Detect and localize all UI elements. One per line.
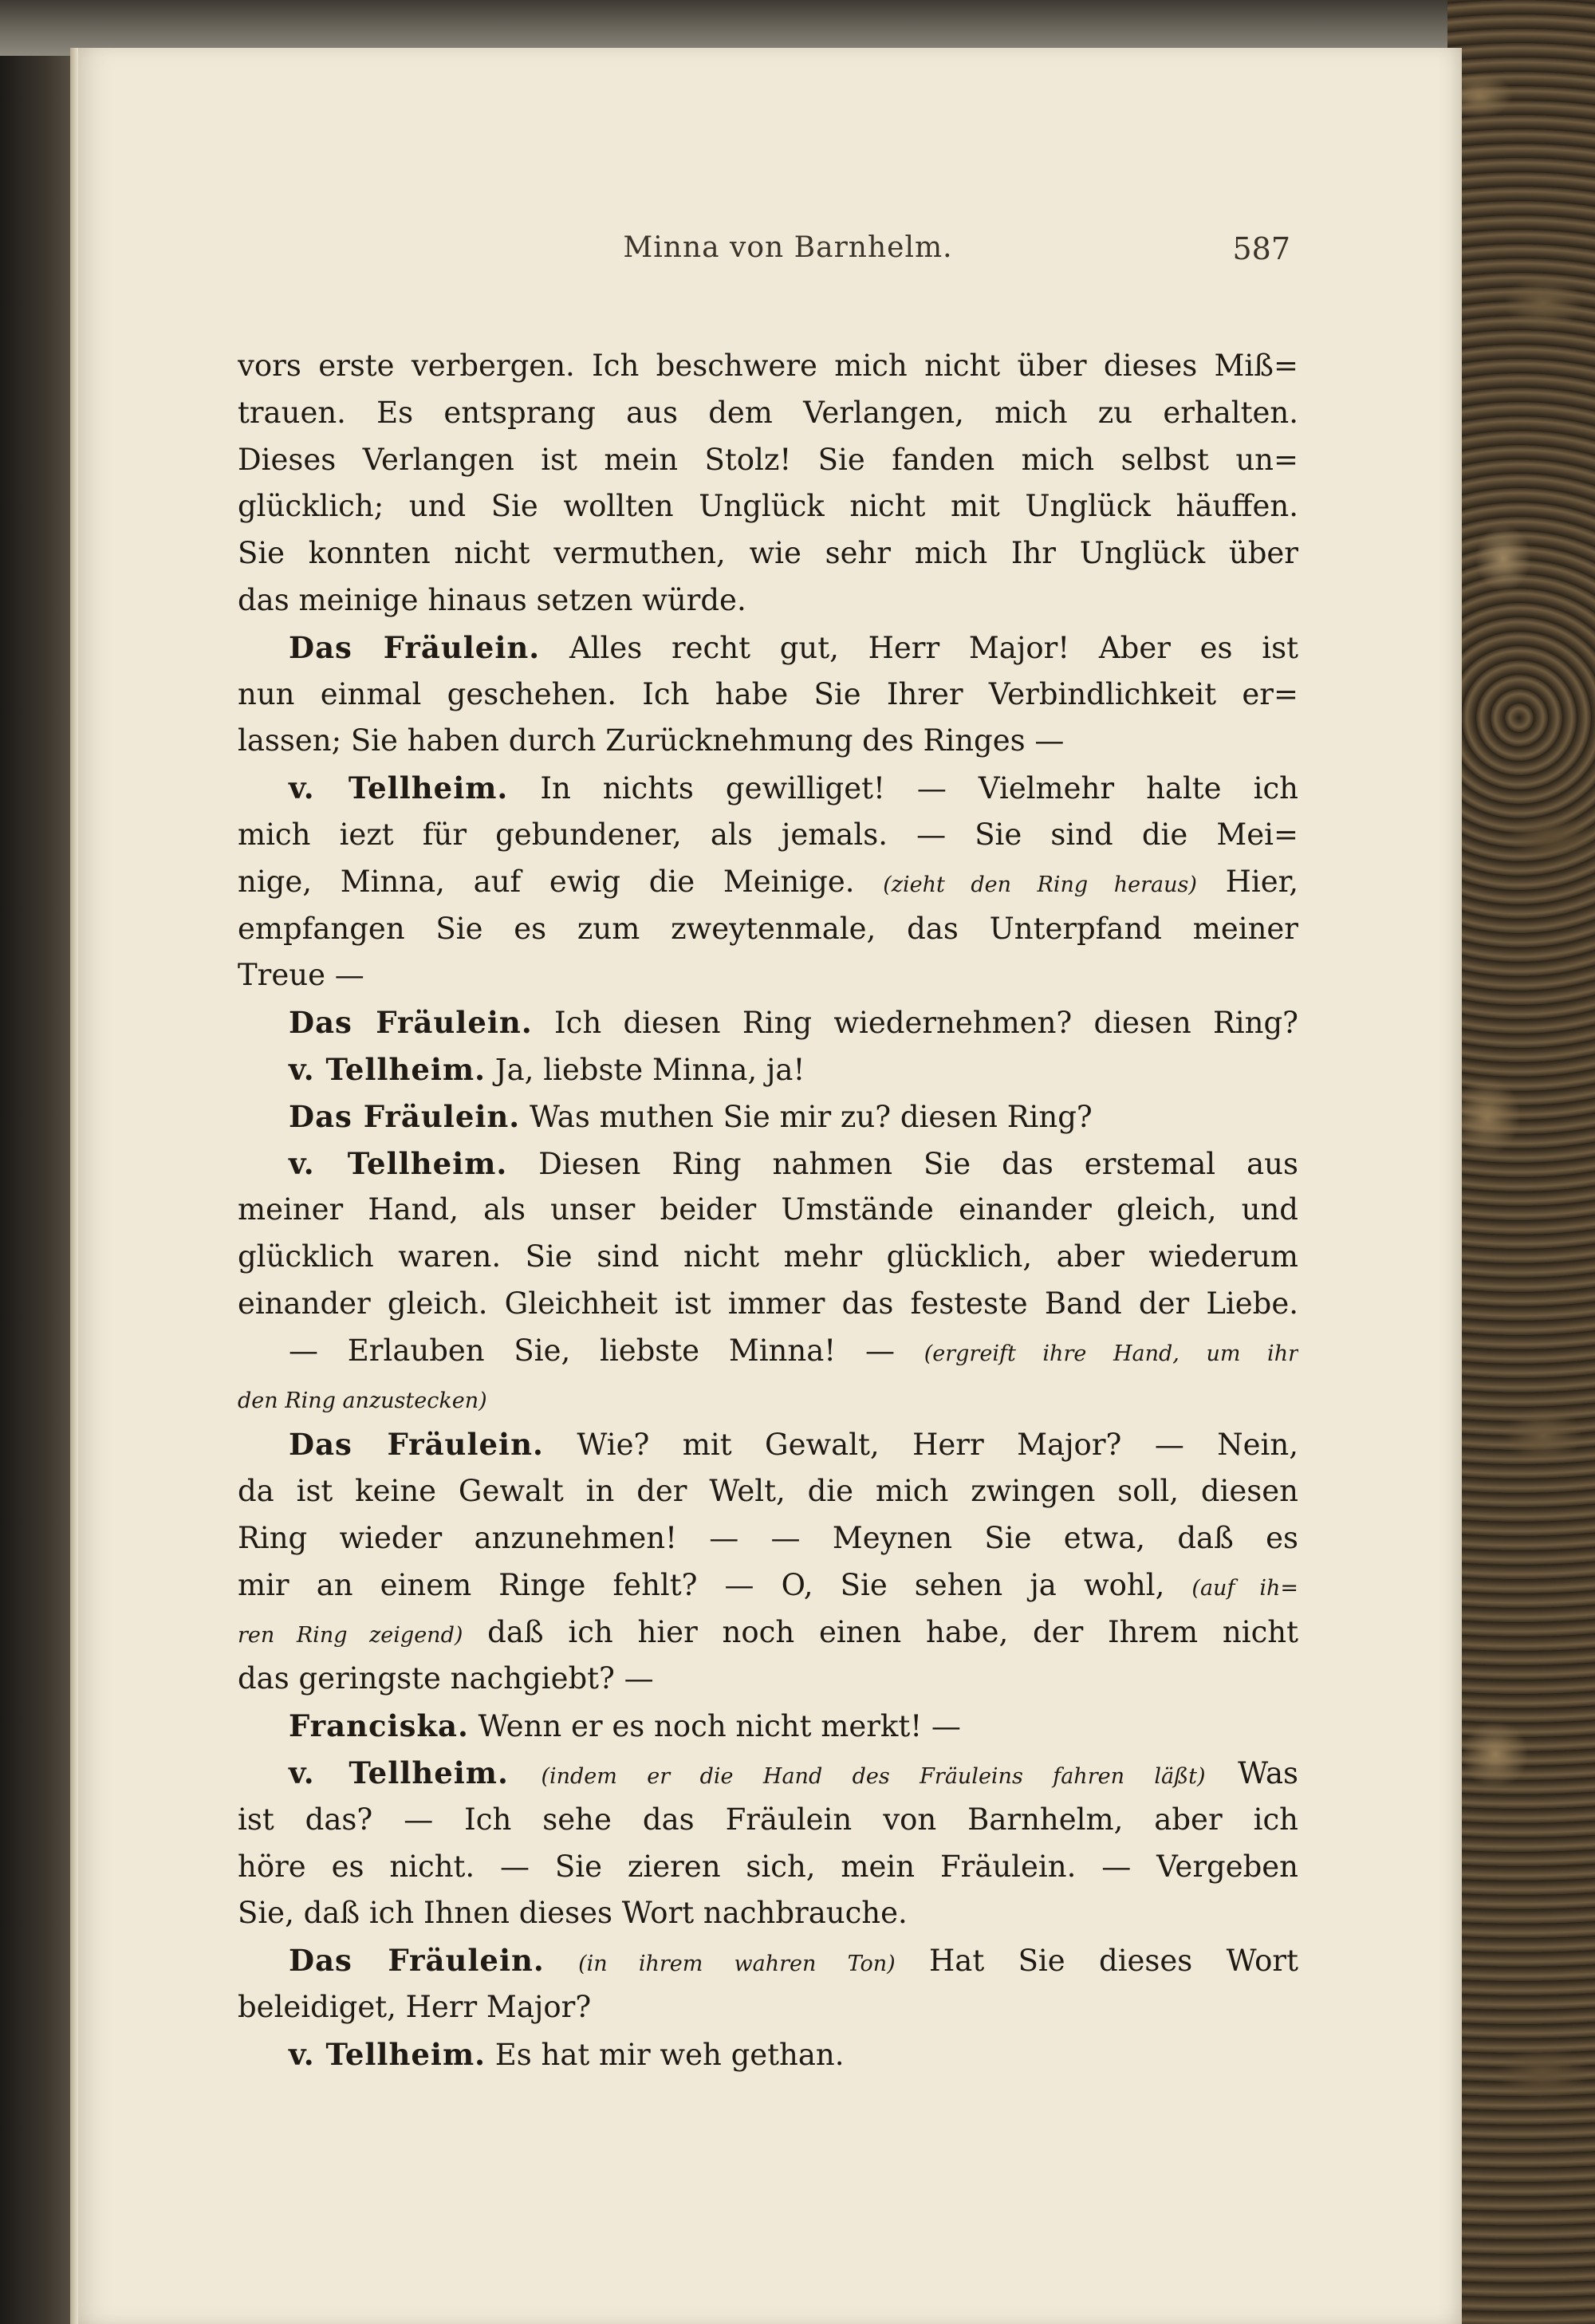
dialogue-text: das meinige hinaus setzen würde. (238, 582, 746, 617)
speaker-name: v. Tellheim. (289, 2036, 486, 2072)
marbled-endpaper (1447, 0, 1595, 2324)
text-line (238, 672, 1298, 719)
text-line (238, 765, 1298, 812)
dialogue-text: — Erlauben Sie, liebste Minna! — (289, 1333, 924, 1368)
text-line (238, 1937, 1298, 1984)
speaker-name: Das Fräulein. (289, 1427, 544, 1463)
text-line (238, 1656, 1298, 1703)
dialogue-text: Wenn er es noch nicht merkt! — (468, 1709, 961, 1744)
dialogue-text: Sie, daß ich Ihnen dieses Wort nachbrauche. (238, 1896, 908, 1931)
dialogue-text: nige, Minna, auf ewig die Meinige. (238, 864, 884, 899)
text-line (238, 343, 1298, 390)
text-line (238, 952, 1298, 999)
dialogue-text: höre es nicht. — Sie zieren sich, mein Fräulein. — Vergeben (238, 1849, 1298, 1884)
dialogue-text: trauen. Es entsprang aus dem Verlangen, mich zu erhalten. (238, 395, 1298, 430)
speaker-name: Das Fräulein. (289, 1943, 545, 1979)
text-line (238, 1703, 1298, 1750)
text-line (238, 577, 1298, 624)
running-head (70, 231, 1462, 287)
dialogue-text: empfangen Sie es zum zweytenmale, das Unterpfand meiner (238, 911, 1298, 946)
dialogue-text: Sie konnten nicht vermuthen, wie sehr mich Ihr Unglück über (238, 536, 1298, 571)
dialogue-text: lassen; Sie haben durch Zurücknehmung des Ringes — (238, 723, 1065, 758)
text-line (238, 812, 1298, 859)
stage-direction: (zieht den Ring heraus) (883, 872, 1197, 897)
text-line (238, 1984, 1298, 2031)
dialogue-text: Hier, (1196, 864, 1298, 899)
text-line (238, 1281, 1298, 1328)
book-cover-left (0, 0, 76, 2324)
text-line (238, 1468, 1298, 1515)
text-line (238, 1890, 1298, 1937)
speaker-name: v. Tellheim. (289, 1145, 508, 1181)
dialogue-text: Diesen Ring nahmen Sie das erstemal aus (507, 1146, 1298, 1181)
dialogue-text: Es hat mir weh gethan. (486, 2037, 845, 2072)
text-line (238, 1797, 1298, 1844)
text-line (238, 483, 1298, 530)
text-line (238, 999, 1298, 1046)
dialogue-text: Dieses Verlangen ist mein Stolz! Sie fanden mich selbst un= (238, 442, 1298, 477)
dialogue-text: einander gleich. Gleichheit ist immer das festeste Band der Liebe. (238, 1286, 1298, 1321)
dialogue-text: Ring wieder anzunehmen! — — Meynen Sie etwa, daß es (238, 1520, 1298, 1555)
stage-direction: ren Ring zeigend) (238, 1622, 463, 1648)
dialogue-text: meiner Hand, als unser beider Umstände einander gleich, und (238, 1192, 1298, 1227)
dialogue-text: vors erste verbergen. Ich beschwere mich nicht über dieses Miß= (238, 349, 1298, 383)
text-line (238, 859, 1298, 906)
text-line (238, 1844, 1298, 1891)
stage-direction: (in ihrem wahren Ton) (578, 1952, 896, 1977)
dialogue-text: nun einmal geschehen. Ich habe Sie Ihrer Verbindlichkeit er= (238, 676, 1298, 711)
text-line (238, 530, 1298, 577)
speaker-name: Das Fräulein. (289, 1098, 521, 1134)
text-line (238, 1562, 1298, 1609)
dialogue-text: glücklich waren. Sie sind nicht mehr glücklich, aber wiederum (238, 1239, 1298, 1274)
dialogue-text: ist das? — Ich sehe das Fräulein von Barnhelm, aber ich (238, 1802, 1298, 1837)
page-number: 587 (1232, 231, 1290, 266)
text-line (238, 1375, 1298, 1422)
book-page (70, 48, 1462, 2324)
text-block (238, 343, 1298, 2078)
dialogue-text: Ich diesen Ring wiedernehmen? diesen Ring? (532, 1006, 1298, 1041)
dialogue-text: Was (1205, 1755, 1298, 1790)
text-line (238, 390, 1298, 437)
text-line (238, 1046, 1298, 1093)
text-line (238, 1515, 1298, 1562)
dialogue-text: Alles recht gut, Herr Major! Aber es ist (540, 630, 1298, 665)
dialogue-text: mich iezt für gebundener, als jemals. — Sie sind die Mei= (238, 817, 1298, 852)
dialogue-text (545, 1944, 578, 1978)
dialogue-text: Wie? mit Gewalt, Herr Major? — Nein, (543, 1428, 1298, 1463)
speaker-name: Franciska. (289, 1708, 469, 1744)
speaker-name: Das Fräulein. (289, 1005, 533, 1041)
page-gutter (70, 48, 78, 2324)
text-line (238, 2031, 1298, 2078)
stage-direction: den Ring anzustecken) (238, 1388, 487, 1413)
stage-direction: (auf ih= (1191, 1575, 1298, 1601)
text-line (238, 624, 1298, 672)
dialogue-text (509, 1756, 542, 1790)
dialogue-text: In nichts gewilliget! — Vielmehr halte ich (508, 771, 1298, 806)
dialogue-text: das geringste nachgiebt? — (238, 1661, 654, 1696)
text-line (238, 1093, 1298, 1140)
text-line (238, 1750, 1298, 1797)
dialogue-text: daß ich hier noch einen habe, der Ihrem nicht (463, 1614, 1298, 1649)
dialogue-text: beleidiget, Herr Major? (238, 1989, 592, 2024)
dialogue-text: Was muthen Sie mir zu? diesen Ring? (520, 1099, 1093, 1134)
text-line (238, 1187, 1298, 1234)
dialogue-text: glücklich; und Sie wollten Unglück nicht mit Unglück häuffen. (238, 489, 1298, 524)
speaker-name: v. Tellheim. (289, 770, 509, 806)
text-line (238, 1421, 1298, 1468)
stage-direction: (indem er die Hand des Fräuleins fahren läßt) (541, 1763, 1206, 1789)
speaker-name: v. Tellheim. (289, 1051, 486, 1087)
text-line (238, 718, 1298, 765)
text-line (238, 1609, 1298, 1656)
dialogue-text: Treue — (238, 958, 364, 993)
speaker-name: v. Tellheim. (289, 1755, 509, 1790)
dialogue-text: mir an einem Ringe fehlt? — O, Sie sehen ja wohl, (238, 1567, 1192, 1602)
text-line (238, 1140, 1298, 1188)
dialogue-text: da ist keine Gewalt in der Welt, die mich zwingen soll, diesen (238, 1474, 1298, 1509)
dialogue-text: Ja, liebste Minna, ja! (486, 1052, 805, 1087)
text-line (238, 437, 1298, 484)
stage-direction: (ergreift ihre Hand, um ihr (924, 1341, 1298, 1366)
text-line (238, 1328, 1298, 1375)
running-title: Minna von Barnhelm. (623, 231, 953, 264)
dialogue-text: Hat Sie dieses Wort (895, 1944, 1298, 1979)
text-line (238, 1234, 1298, 1281)
text-line (238, 906, 1298, 953)
speaker-name: Das Fräulein. (289, 629, 541, 665)
